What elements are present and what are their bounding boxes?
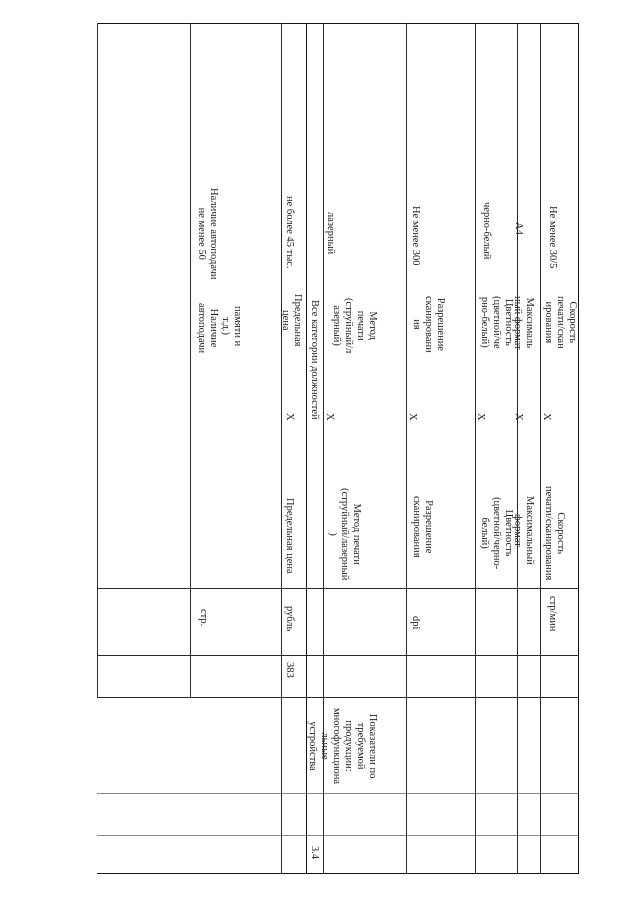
param-label: Наличие автоподачи	[196, 303, 219, 354]
value-text: Не менее 300	[410, 206, 421, 266]
value-text: Не менее 30/5	[547, 206, 558, 269]
category-banner: Все категории должностей	[309, 300, 320, 420]
table-right-border	[578, 23, 579, 873]
param-label: Скорость печати/скан ирования	[543, 296, 578, 349]
row-rule	[97, 835, 579, 836]
column-rule	[517, 23, 518, 873]
column-rule	[475, 23, 476, 873]
value-text: Наличие автоподачи не менее 50	[196, 188, 219, 280]
characteristic-label: Скорость печати/сканирования	[543, 486, 566, 581]
column-rule	[190, 23, 191, 698]
characteristic-label: Цветность (цветной/черно- белый)	[479, 497, 514, 570]
column-rule	[406, 23, 407, 873]
column-rule	[540, 23, 541, 873]
characteristic-label: Предельная цена	[284, 498, 295, 574]
characteristic-label: Метод печати (струйный/лазерный )	[327, 488, 362, 581]
param-label: Максималь ный формат	[512, 296, 535, 350]
param-label: Цветность (цветной/че рно-белый)	[479, 296, 514, 349]
param-label: Разрешение сканировани ия	[411, 296, 446, 353]
column-rule	[281, 23, 282, 873]
row-rule	[97, 697, 579, 698]
row-rule	[97, 655, 579, 656]
param-label: Метод печати (струйный/л азерный)	[331, 298, 378, 354]
characteristic-label: Максимальный формат	[512, 496, 535, 565]
x-mark: Х	[284, 413, 295, 421]
value-text: не более 45 тыс.	[284, 196, 295, 269]
x-mark: Х	[324, 413, 335, 421]
row-rule	[97, 588, 579, 589]
param-label: Предельная цена	[280, 294, 303, 347]
x-mark: Х	[407, 413, 418, 421]
characteristic-label: Разрешение сканирования	[411, 496, 434, 558]
value-text: черно-белый	[481, 202, 492, 260]
unit-label: рубль	[284, 606, 295, 632]
unit-label: dpi	[410, 616, 421, 630]
unit-label: стр.	[198, 609, 209, 627]
unit-label: стр/мин	[547, 596, 558, 632]
table-bottom-border	[97, 873, 579, 874]
memory-fragment: памяти и т.д.)	[220, 306, 243, 347]
section-title: Показатели по требуемой продукции: многофункциона льные устройства	[307, 708, 378, 785]
row-rule	[97, 793, 579, 794]
column-rule	[97, 23, 98, 698]
value-text: А4	[513, 222, 524, 235]
x-mark: Х	[513, 413, 524, 421]
row-code: 383	[284, 662, 295, 678]
table-top-border	[97, 23, 579, 24]
value-text: лазерный	[325, 212, 336, 255]
section-number: 3.4	[309, 846, 320, 860]
x-mark: Х	[475, 413, 486, 421]
x-mark: Х	[541, 413, 552, 421]
